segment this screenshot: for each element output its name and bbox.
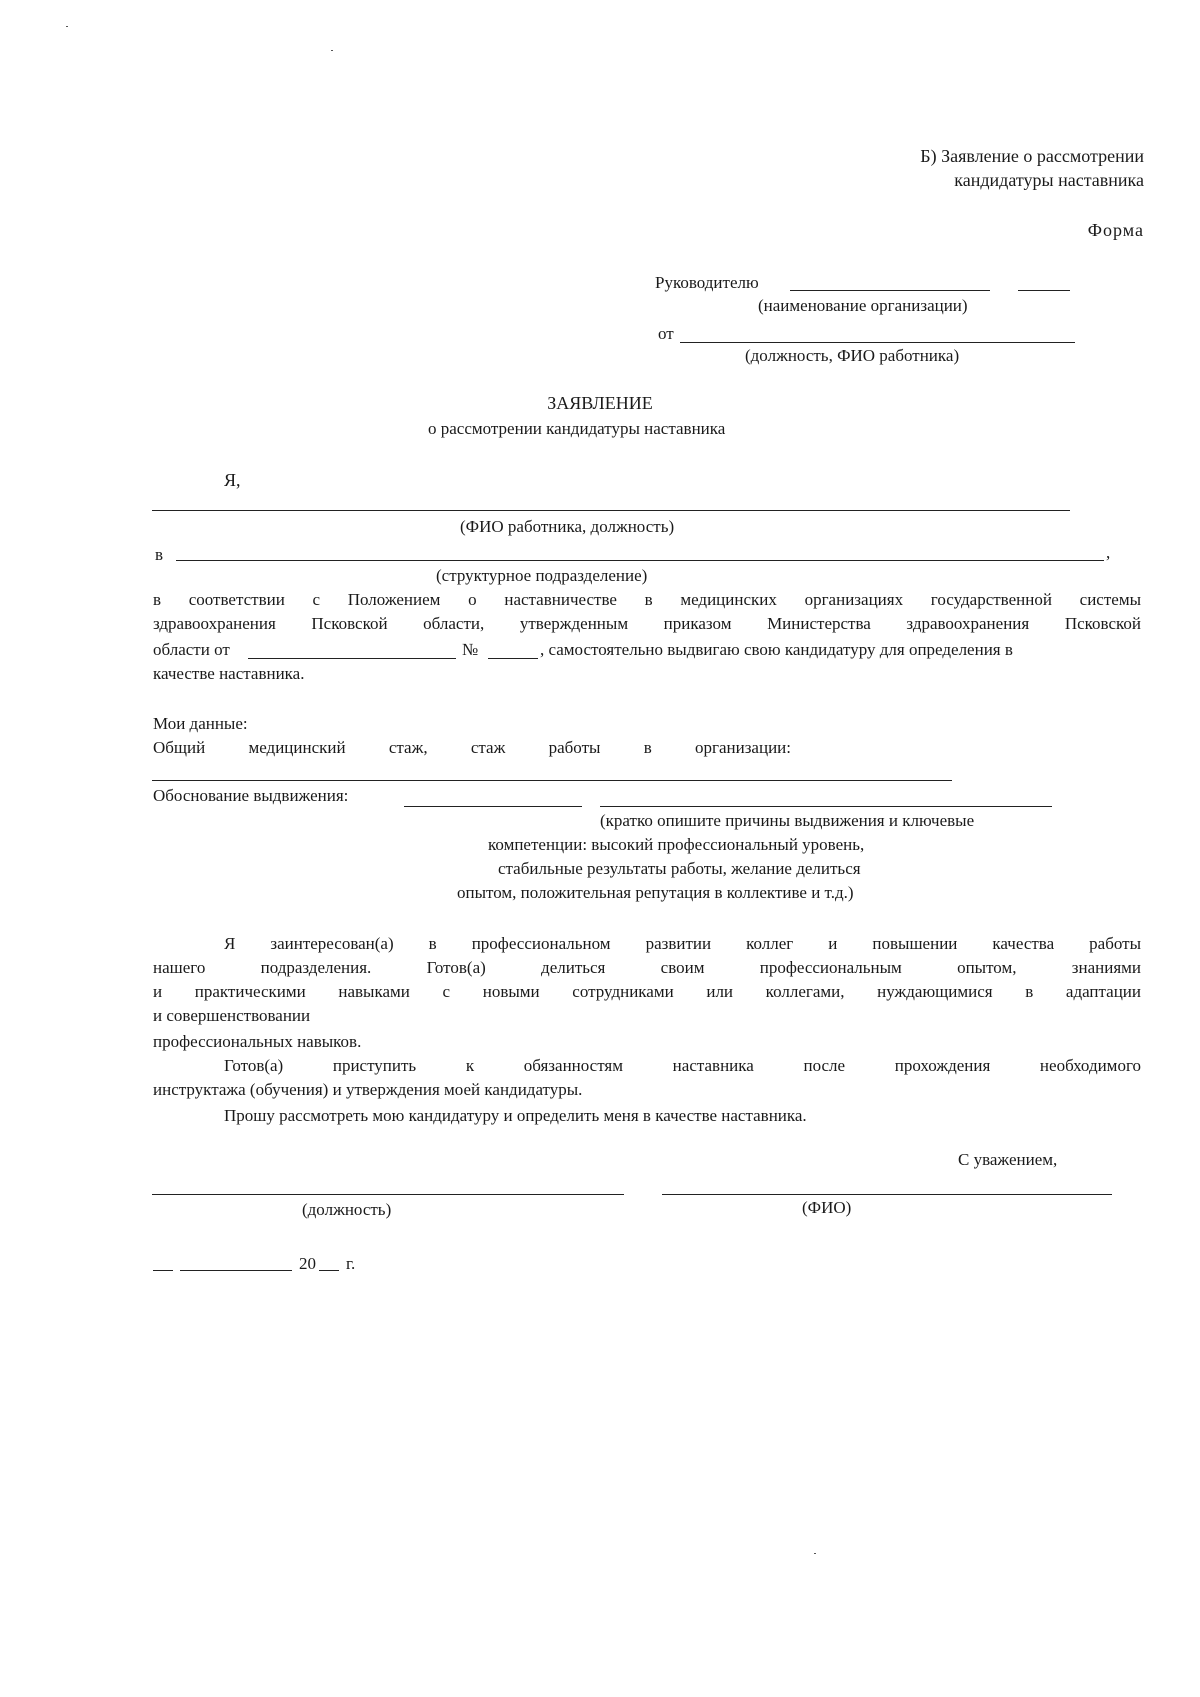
name-caption: (ФИО)	[802, 1198, 852, 1217]
order-number-field[interactable]	[488, 658, 538, 659]
para2-line4: и совершенствовании	[153, 1006, 311, 1025]
para3-line2: инструктажа (обучения) и утверждения моей кандидатуры.	[153, 1080, 583, 1099]
scan-speck	[814, 1553, 816, 1554]
para1-line3-c: , самостоятельно выдвигаю свою кандидатуру для определения в	[540, 640, 1013, 659]
date-year-prefix: 20	[299, 1254, 316, 1273]
date-year-field[interactable]	[319, 1270, 339, 1271]
department-field[interactable]	[176, 560, 1104, 561]
to-org-field-extra[interactable]	[1018, 290, 1070, 291]
to-label: Руководителю	[655, 273, 759, 292]
header-title-line1: Б) Заявление о рассмотрении	[920, 146, 1144, 166]
justification-hint-2: компетенции: высокий профессиональный уровень,	[488, 835, 865, 854]
scan-speck	[66, 26, 68, 27]
para1-line2: здравоохранения Псковской области, утвержденным приказом Министерства здравоохранения Псковской	[153, 614, 1141, 633]
para3-line1: Готов(а) приступить к обязанностям наставника после прохождения необходимого	[224, 1056, 1141, 1075]
date-suffix: г.	[346, 1254, 356, 1273]
experience-line: Общий медицинский стаж, стаж работы в организации:	[153, 738, 791, 757]
para1-line1: в соответствии с Положением о наставничестве в медицинских организациях государственной системы	[153, 590, 1141, 609]
para2-line3: и практическими навыками с новыми сотрудниками или коллегами, нуждающимися в адаптации	[153, 982, 1141, 1001]
form-label: Форма	[1087, 220, 1144, 240]
doc-title: ЗАЯВЛЕНИЕ	[547, 393, 653, 413]
my-data-label: Мои данные:	[153, 714, 248, 733]
para2-line5: профессиональных навыков.	[153, 1032, 362, 1051]
fio-field[interactable]	[152, 510, 1070, 511]
justification-hint-3: стабильные результаты работы, желание делиться	[498, 859, 861, 878]
para1-line3-a: области от	[153, 640, 230, 659]
from-caption: (должность, ФИО работника)	[745, 346, 960, 365]
justification-label: Обоснование выдвижения:	[153, 786, 349, 805]
fio-caption: (ФИО работника, должность)	[460, 517, 675, 536]
para1-line4: качестве наставника.	[153, 664, 305, 683]
justification-field-extra[interactable]	[600, 806, 1052, 807]
experience-field[interactable]	[152, 780, 952, 781]
para1-line3-b: №	[462, 640, 479, 659]
para2-line2: нашего подразделения. Готов(а) делиться своим профессиональным опытом, знаниями	[153, 958, 1141, 977]
justification-hint-4: опытом, положительная репутация в коллективе и т.д.)	[457, 883, 854, 902]
from-field[interactable]	[680, 342, 1075, 343]
order-date-field[interactable]	[248, 658, 456, 659]
dept-caption: (структурное подразделение)	[436, 566, 648, 585]
date-day-field[interactable]	[153, 1270, 173, 1271]
header-title-line2: кандидатуры наставника	[954, 170, 1144, 190]
to-org-field[interactable]	[790, 290, 990, 291]
justification-hint-1: (кратко опишите причины выдвижения и ключевые	[600, 811, 975, 830]
scan-speck	[331, 50, 333, 51]
para2-line1: Я заинтересован(а) в профессиональном развитии коллег и повышении качества работы	[224, 934, 1141, 953]
justification-field[interactable]	[404, 806, 582, 807]
para4: Прошу рассмотреть мою кандидатуру и определить меня в качестве наставника.	[224, 1106, 807, 1125]
date-month-field[interactable]	[180, 1270, 292, 1271]
from-label: от	[658, 324, 674, 343]
in-trailing: ,	[1106, 543, 1111, 562]
in-label: в	[155, 545, 164, 564]
position-signature-field[interactable]	[152, 1194, 624, 1195]
to-caption: (наименование организации)	[758, 296, 968, 315]
position-caption: (должность)	[302, 1200, 392, 1219]
i-label: Я,	[224, 470, 241, 490]
name-signature-field[interactable]	[662, 1194, 1112, 1195]
regards: С уважением,	[958, 1150, 1058, 1169]
doc-subtitle: о рассмотрении кандидатуры наставника	[428, 419, 726, 438]
